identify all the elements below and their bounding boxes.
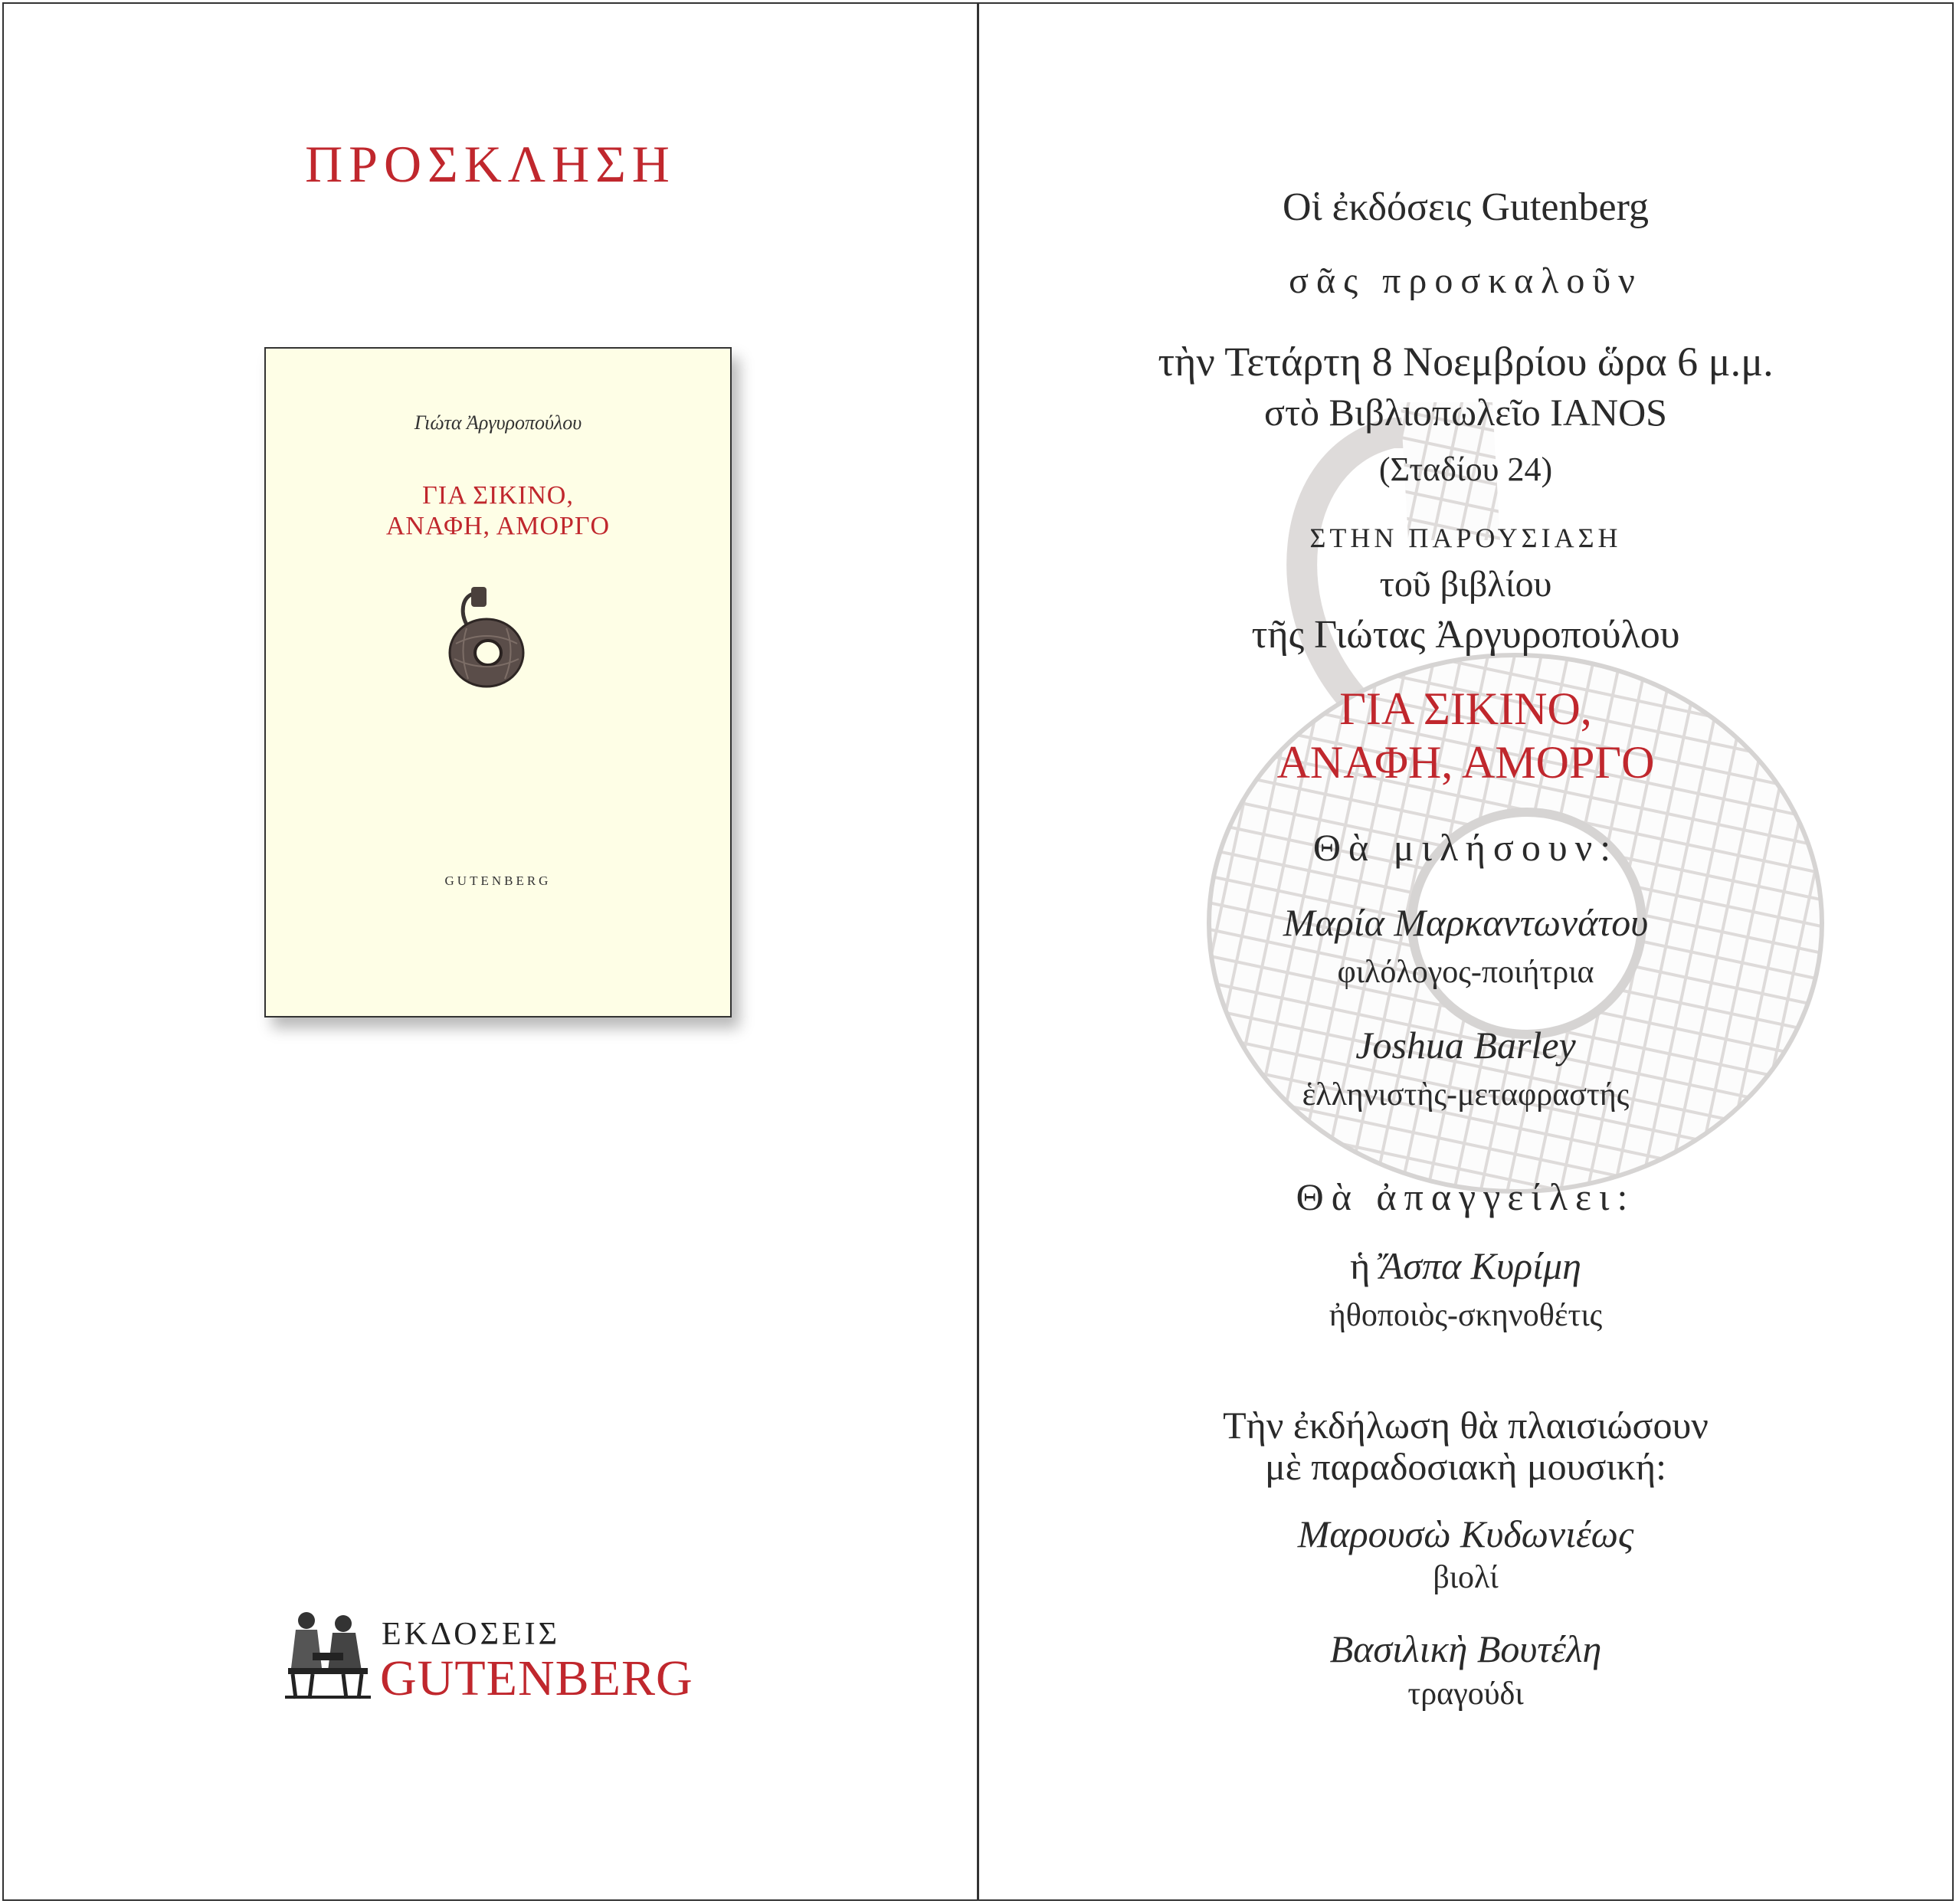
author-line: τῆς Γιώτας Ἀργυροπούλου (1251, 613, 1680, 657)
recital-heading: Θὰ ἀπαγγείλει: (1296, 1175, 1636, 1218)
book-cover (264, 347, 732, 1018)
logo-text-bottom: GUTENBERG (380, 1650, 693, 1706)
book-title-line2: ΑΝΑΦΗ, ΑΜΟΡΓΟ (1276, 737, 1655, 788)
musician-name: Μαρουσὼ Κυδωνιέως (1297, 1512, 1634, 1555)
reciter-role: ἠθοποιὸς-σκηνοθέτις (1329, 1298, 1603, 1333)
speaker-name: Μαρία Μαρκαντωνάτου (1283, 901, 1649, 944)
book-cover-title-line2: ΑΝΑΦΗ, ΑΜΟΡΓΟ (385, 512, 611, 540)
book-cover-title (266, 480, 730, 542)
publisher-logo (282, 1607, 711, 1706)
logo-text-top: ΕΚΔΟΣΕΙΣ (382, 1617, 561, 1652)
front-cover-panel (2, 2, 978, 1901)
musician-name: Βασιλικὴ Βουτέλη (1329, 1627, 1602, 1670)
presentation-label: ΣΤΗΝ ΠΑΡΟΥΣΙΑΣΗ (1309, 523, 1622, 553)
book-cover-author: Γιώτα Ἀργυροπούλου (414, 411, 582, 434)
event-address: (Σταδίου 24) (1378, 451, 1553, 488)
musician-role: βιολί (1433, 1560, 1499, 1595)
reciter-line (979, 1244, 1952, 1288)
speaker-role: φιλόλογος-ποιήτρια (1337, 955, 1594, 990)
event-venue: στὸ Βιβλιοπωλεῖο IANOS (1263, 391, 1667, 434)
speakers-heading: Θὰ μιλήσουν: (1312, 826, 1619, 869)
book-cover-publisher: GUTENBERG (444, 873, 552, 888)
music-line2: μὲ παραδοσιακὴ μουσική: (1264, 1445, 1667, 1488)
invitation-title: ΠΡΟΣΚΛΗΣΗ (305, 135, 676, 193)
printers-engraving-icon (282, 1607, 374, 1700)
reciter-article: ἡ (1350, 1244, 1371, 1287)
invite-line: σᾶς προσκαλοῦν (1289, 261, 1643, 301)
of-book-line: τοῦ βιβλίου (1379, 564, 1552, 605)
musician-role: τραγούδι (1407, 1676, 1524, 1712)
book-title-line1: ΓΙΑ ΣΙΚΙΝΟ, (1339, 683, 1592, 734)
music-line1: Τὴν ἐκδήλωση θὰ πλαισιώσουν (1223, 1404, 1709, 1447)
speaker-role: ἑλληνιστὴς-μεταφραστής (1302, 1077, 1630, 1113)
event-date: τὴν Τετάρτη 8 Νοεμβρίου ὥρα 6 μ.μ. (1158, 339, 1774, 385)
invitation-details-panel (978, 2, 1954, 1901)
speaker-name: Joshua Barley (1355, 1024, 1576, 1067)
book-cover-title-line1: ΓΙΑ ΣΙΚΙΝΟ, (422, 481, 574, 510)
reciter-name: Ἄσπα Κυρίμη (1379, 1244, 1581, 1287)
publisher-line: Οἱ ἐκδόσεις Gutenberg (1283, 185, 1649, 229)
jug-icon (444, 582, 528, 690)
